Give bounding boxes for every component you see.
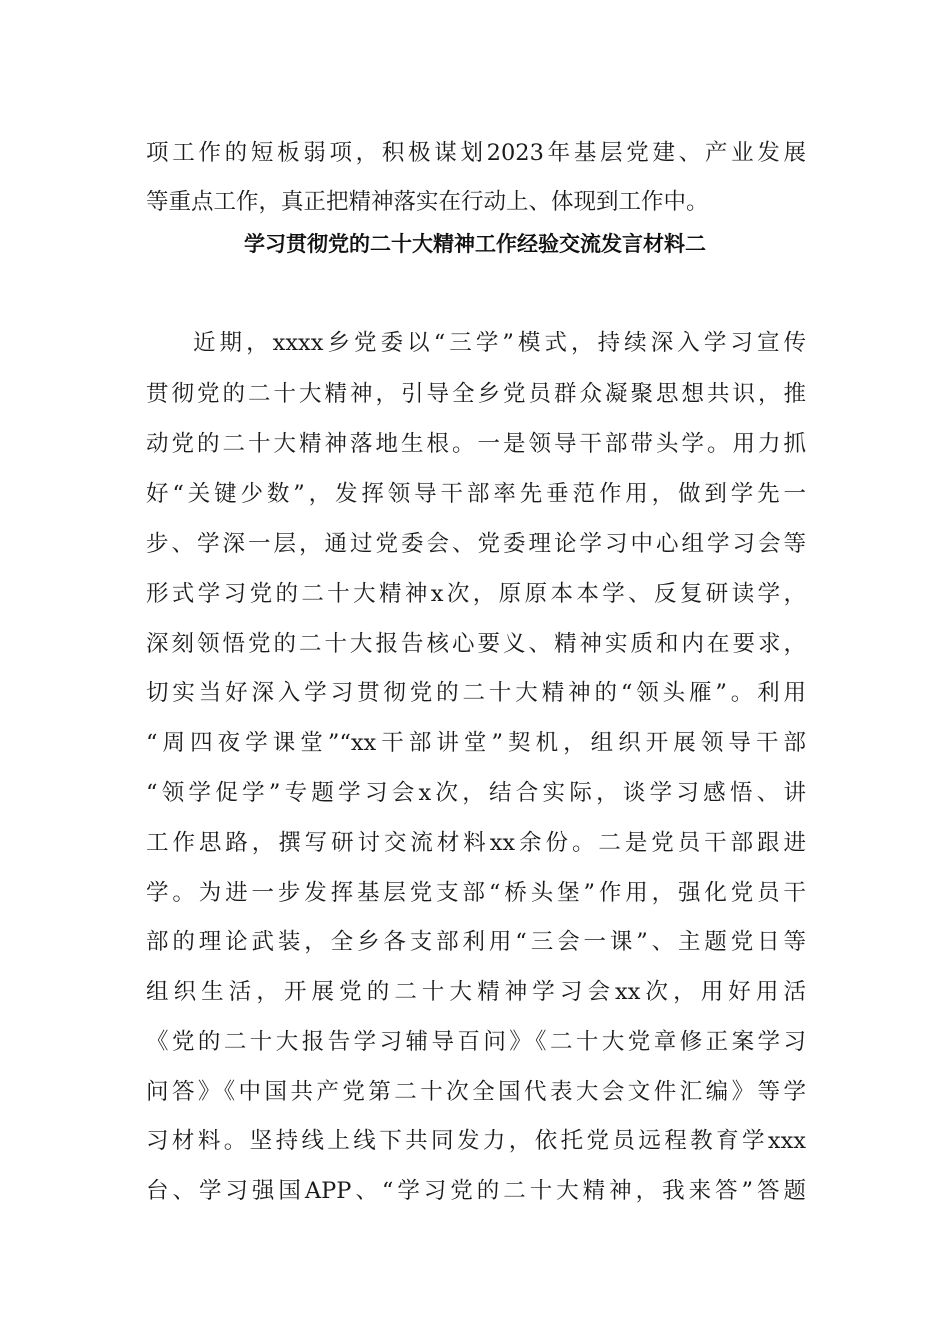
- body-line-6: 形式学习党的二十大精神x次，原原本本学、反复研读学，: [146, 581, 806, 607]
- body-line-8: 切实当好深入学习贯彻党的二十大精神的“领头雁”。利用: [146, 680, 806, 706]
- section-title: 学习贯彻党的二十大精神工作经验交流发言材料二: [244, 232, 706, 256]
- body-line-4: 好“关键少数”，发挥领导干部率先垂范作用，做到学先一: [146, 481, 806, 507]
- body-line-11: 工作思路，撰写研讨交流材料xx余份。二是党员干部跟进: [146, 830, 806, 856]
- intro-line-2: 等重点工作，真正把精神落实在行动上、体现到工作中。: [146, 189, 709, 215]
- body-line-7: 深刻领悟党的二十大报告核心要义、精神实质和内在要求，: [146, 631, 806, 657]
- body-line-13: 部的理论武装，全乡各支部利用“三会一课”、主题党日等: [146, 929, 806, 955]
- intro-line-1: 项工作的短板弱项，积极谋划2023年基层党建、产业发展: [146, 140, 806, 166]
- body-line-1: 近期，xxxx乡党委以“三学”模式，持续深入学习宣传: [193, 330, 806, 356]
- body-line-14: 组织生活，开展党的二十大精神学习会xx次，用好用活: [146, 979, 806, 1005]
- body-line-9: “周四夜学课堂”“xx干部讲堂”契机，组织开展领导干部: [146, 730, 806, 756]
- body-line-17: 习材料。坚持线上线下共同发力，依托党员远程教育学xxx: [146, 1128, 806, 1154]
- body-line-16: 问答》《中国共产党第二十次全国代表大会文件汇编》等学: [146, 1079, 806, 1105]
- body-line-2: 贯彻党的二十大精神，引导全乡党员群众凝聚思想共识，推: [146, 381, 806, 407]
- body-line-18: 台、学习强国APP、“学习党的二十大精神，我来答”答题: [146, 1178, 806, 1204]
- body-line-15: 《党的二十大报告学习辅导百问》《二十大党章修正案学习: [146, 1029, 806, 1055]
- body-line-3: 动党的二十大精神落地生根。一是领导干部带头学。用力抓: [146, 431, 806, 457]
- body-line-12: 学。为进一步发挥基层党支部“桥头堡”作用，强化党员干: [146, 880, 806, 906]
- body-line-5: 步、学深一层，通过党委会、党委理论学习中心组学习会等: [146, 531, 806, 557]
- body-line-10: “领学促学”专题学习会x次，结合实际，谈学习感悟、讲: [146, 780, 806, 806]
